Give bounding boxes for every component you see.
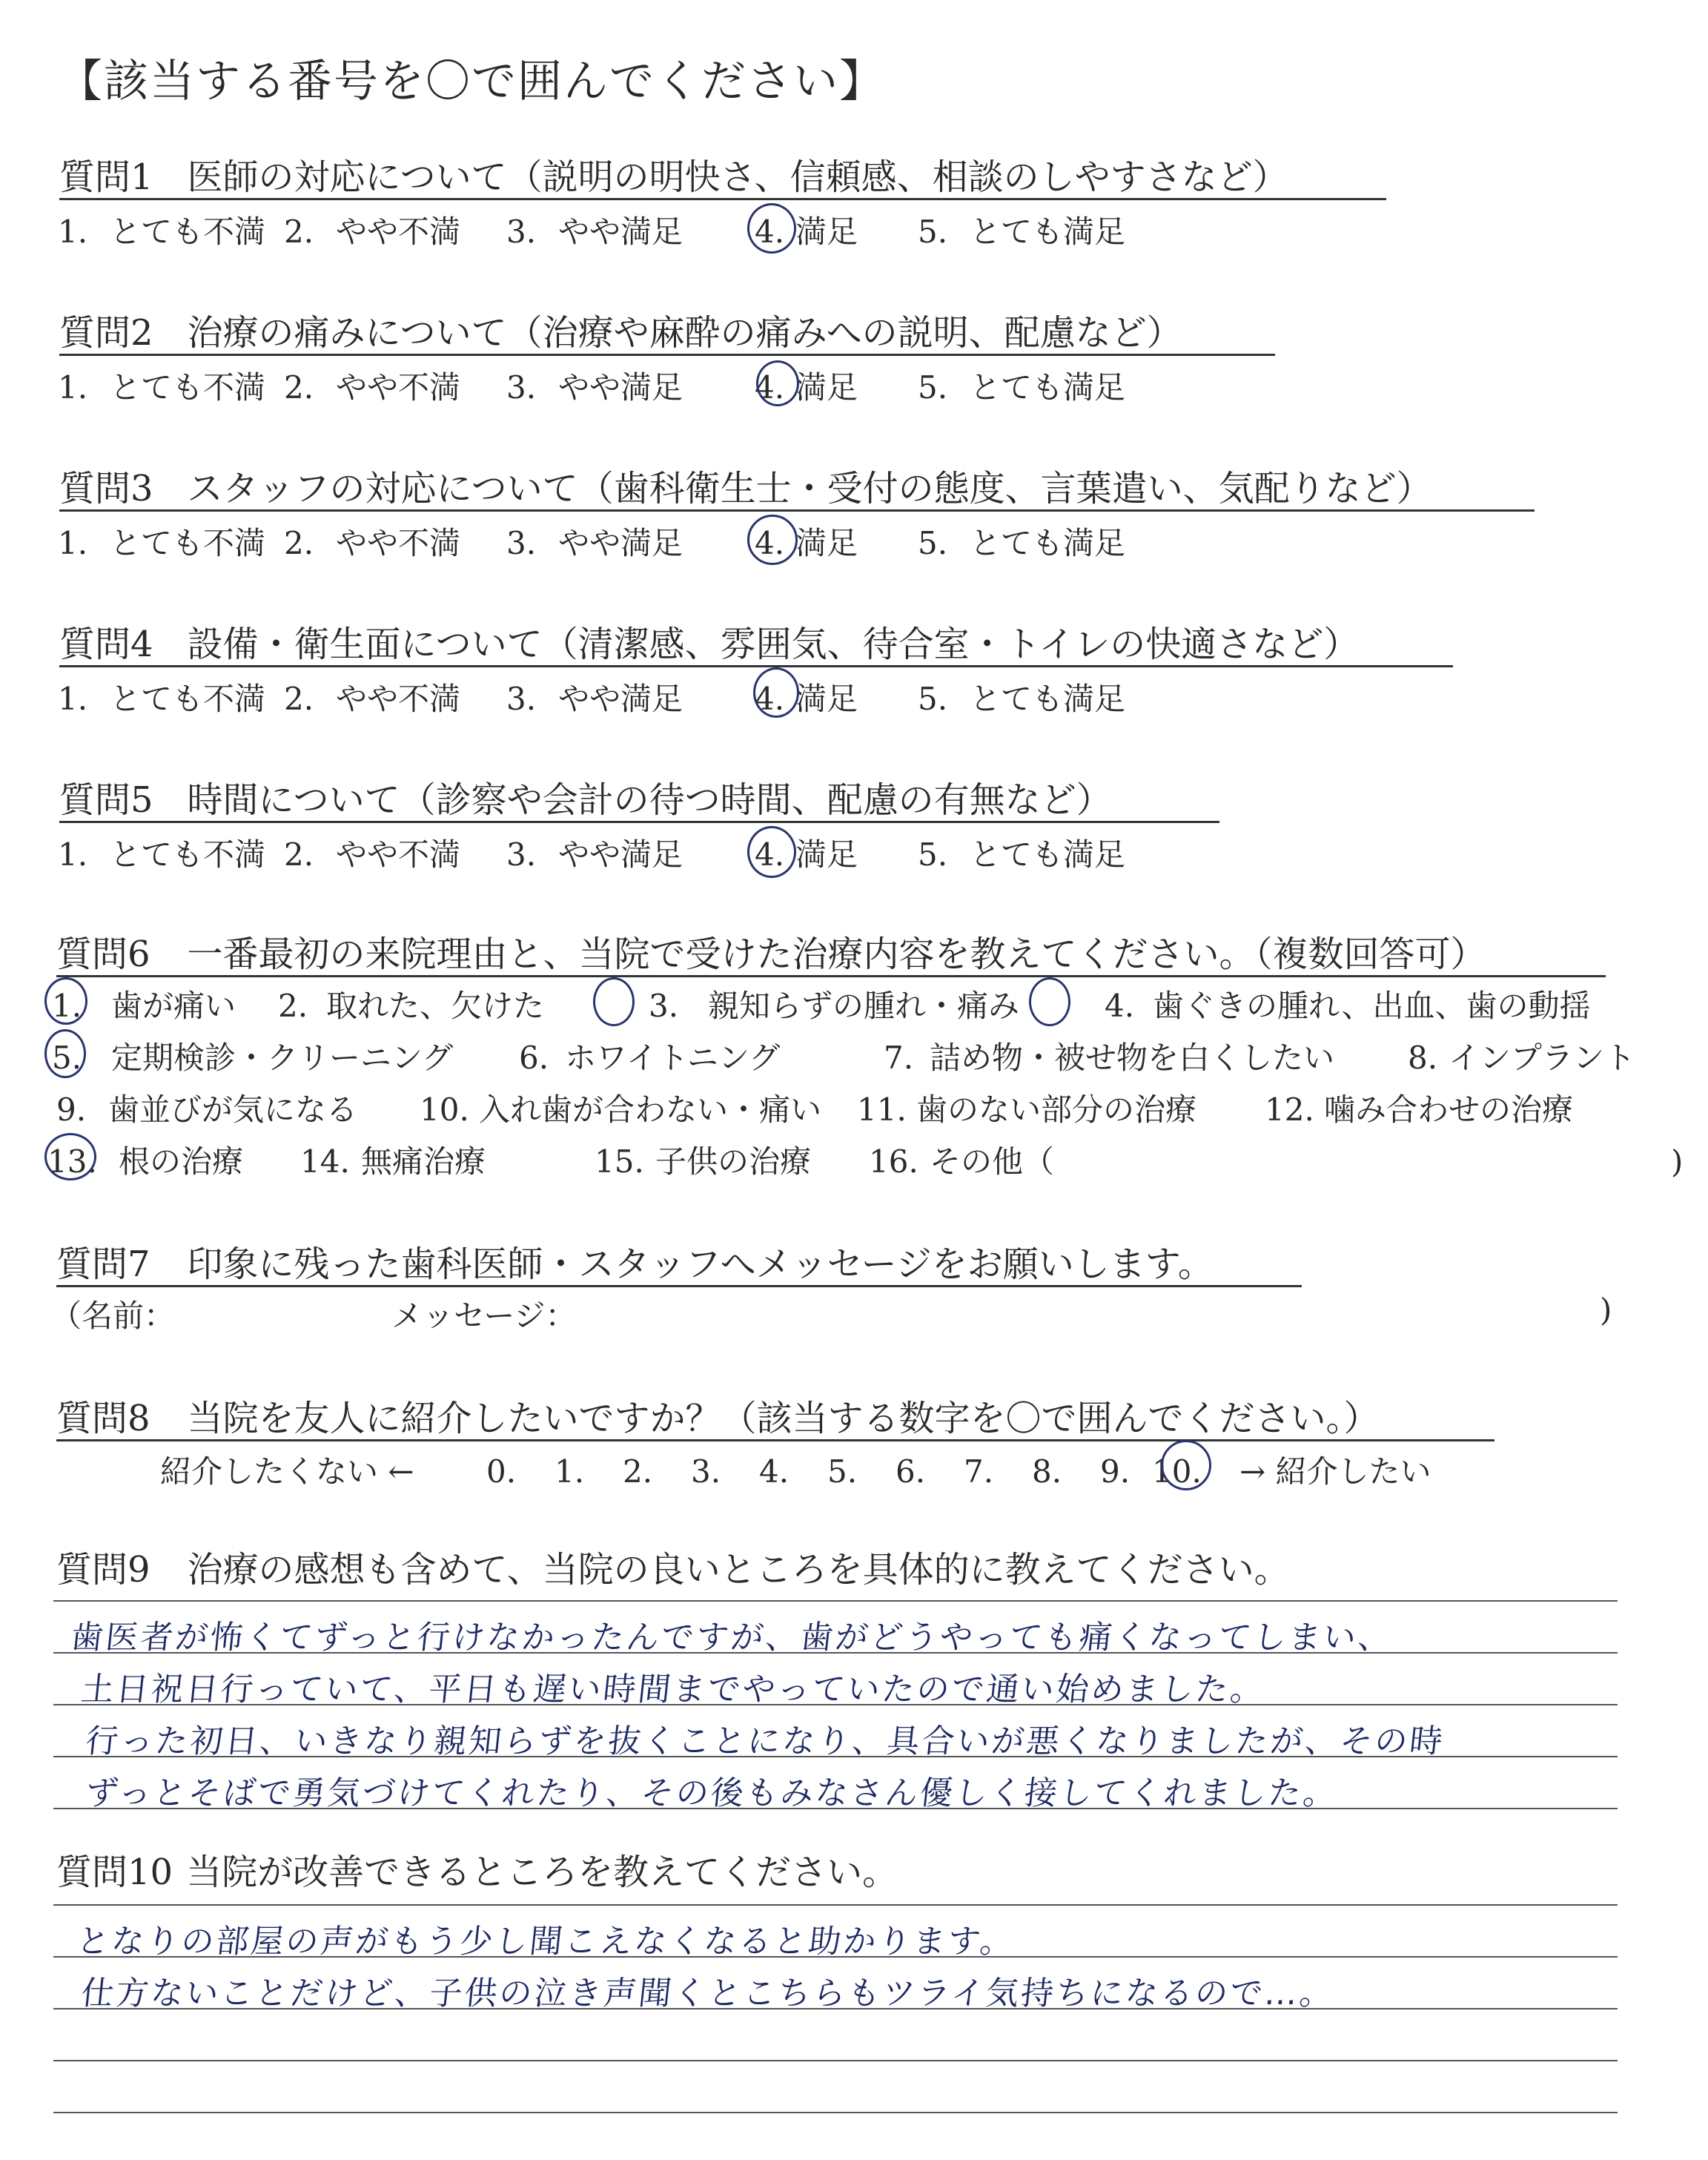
answer-circle-mark [44,1029,86,1078]
page-title: 【該当する番号を〇で囲んでください】 [58,56,885,108]
question-label: 質問1 [59,156,153,198]
q8-left-label: 紹介したくない ← [160,1453,414,1490]
question-9 [56,1541,1290,1592]
q7-message-label: メッセージ： [391,1298,577,1334]
answer-circle-mark [756,360,799,406]
answer-circle-mark [747,515,798,565]
answer-circle-mark [753,667,799,718]
scale-options-q3: 1. とても不満 2. やや不満 3. やや満足 4. 満足 5. とても満足 [58,525,1126,561]
answer-line [53,2060,1618,2061]
question-underline [56,1439,1494,1441]
q7-close-paren: ) [1600,1292,1612,1328]
question-2 [59,304,1182,355]
q9-answer-line-2: 土日祝日行っていて、平日も遅い時間までやっていたので通い始めました。 [79,1671,1268,1708]
answer-circle-mark [747,826,796,878]
q7-name-label: （名前： [50,1298,176,1334]
answer-line [53,2112,1618,2113]
question-underline [59,665,1453,667]
question-3 [59,460,1432,511]
question-text: 当院を友人に紹介したいですか？（該当する数字を〇で囲んでください。） [187,1398,1380,1439]
question-4 [59,615,1359,667]
question-label: 質問6 [56,934,150,975]
q6-options-row-2: 5. 定期検診・クリーニング 6. ホワイトニング 7. 詰め物・被せ物を白くしたい 8. インプラント [52,1040,1636,1076]
question-6 [56,925,1486,977]
question-label: 質問4 [59,624,153,665]
question-text: スタッフの対応について（歯科衛生士・受付の態度、言葉遣い、気配りなど） [187,468,1432,509]
question-label: 質問2 [59,312,153,354]
q8-right-label: → 紹介したい [1239,1453,1431,1490]
question-text: 治療の痛みについて（治療や麻酔の痛みへの説明、配慮など） [187,312,1182,354]
question-10 [56,1843,898,1895]
question-underline [59,509,1535,512]
q9-answer-line-4: ずっとそばで勇気づけてくれたり、その後もみなさん優しく接してくれました。 [83,1774,1340,1812]
question-underline [56,975,1606,977]
question-text: 時間について（診察や会計の待つ時間、配慮の有無など） [187,779,1112,821]
question-label: 質問9 [56,1549,150,1591]
question-7 [56,1235,1214,1287]
answer-circle-mark [44,1133,96,1180]
question-1 [59,148,1288,199]
question-text: 設備・衛生面について（清潔感、雰囲気、待合室・トイレの快適さなど） [187,624,1360,665]
question-text: 治療の感想も含めて、当院の良いところを具体的に教えてください。 [187,1549,1290,1591]
question-text: 一番最初の来院理由と、当院で受けた治療内容を教えてください。（複数回答可） [187,934,1486,975]
question-underline [56,1285,1302,1287]
question-label: 質問3 [59,468,153,509]
answer-circle-mark [1161,1440,1211,1490]
answer-line [53,1600,1618,1602]
question-underline [59,821,1219,823]
scale-options-q1: 1. とても不満 2. やや不満 3. やや満足 4. 満足 5. とても満足 [58,214,1126,250]
answer-circle-mark [593,977,635,1026]
question-text: 印象に残った歯科医師・スタッフへメッセージをお願いします。 [187,1244,1214,1285]
q10-answer-line-1: となりの部屋の声がもう少し聞こえなくなると助かります。 [74,1923,1017,1961]
question-underline [59,198,1386,200]
q10-answer-line-2: 仕方ないことだけど、子供の泣き声聞くとこちらもツライ気持ちになるので…。 [79,1975,1337,2012]
question-text: 医師の対応について（説明の明快さ、信頼感、相談のしやすさなど） [187,156,1288,198]
question-label: 質問8 [56,1398,150,1439]
scale-options-q4: 1. とても不満 2. やや不満 3. やや満足 4. 満足 5. とても満足 [58,681,1126,717]
q8-scale: 紹介したくない ← 0. 1. 2. 3. 4. 5. 6. 7. 8. 9. 10. → 紹介したい [160,1447,1431,1492]
q9-answer-line-1: 歯医者が怖くてずっと行けなかったんですが、歯がどうやっても痛くなってしまい、 [68,1619,1395,1657]
answer-circle-mark [44,977,87,1025]
scale-options-q5: 1. とても不満 2. やや不満 3. やや満足 4. 満足 5. とても満足 [58,836,1126,873]
q6-options-row-4: 13. 根の治療 14. 無痛治療 15. 子供の治療 16. その他（ ) [47,1143,1684,1180]
q6-options-row-3: 9. 歯並びが気になる 10. 入れ歯が合わない・痛い 11. 歯のない部分の治療 12. 噛み合わせの治療 [56,1091,1574,1128]
question-label: 質問5 [59,779,153,821]
scale-options-q2: 1. とても不満 2. やや不満 3. やや満足 4. 満足 5. とても満足 [58,369,1126,406]
answer-line [53,1904,1618,1906]
question-label: 質問10 [56,1852,173,1893]
question-text: 当院が改善できるところを教えてください。 [186,1852,898,1893]
question-5 [59,771,1112,822]
question-underline [59,354,1275,356]
q6-options-row-1: 1. 歯が痛い 2. 取れた、欠けた 3. 親知らずの腫れ・痛み 4. 歯ぐきの腫れ、出血、歯の動揺 [52,988,1591,1024]
question-8 [56,1390,1380,1441]
question-label: 質問7 [56,1244,150,1285]
answer-circle-mark [747,203,796,254]
q9-answer-line-3: 行った初日、いきなり親知らずを抜くことになり、具合いが悪くなりましたが、その時 [83,1723,1447,1760]
answer-circle-mark [1029,977,1070,1026]
